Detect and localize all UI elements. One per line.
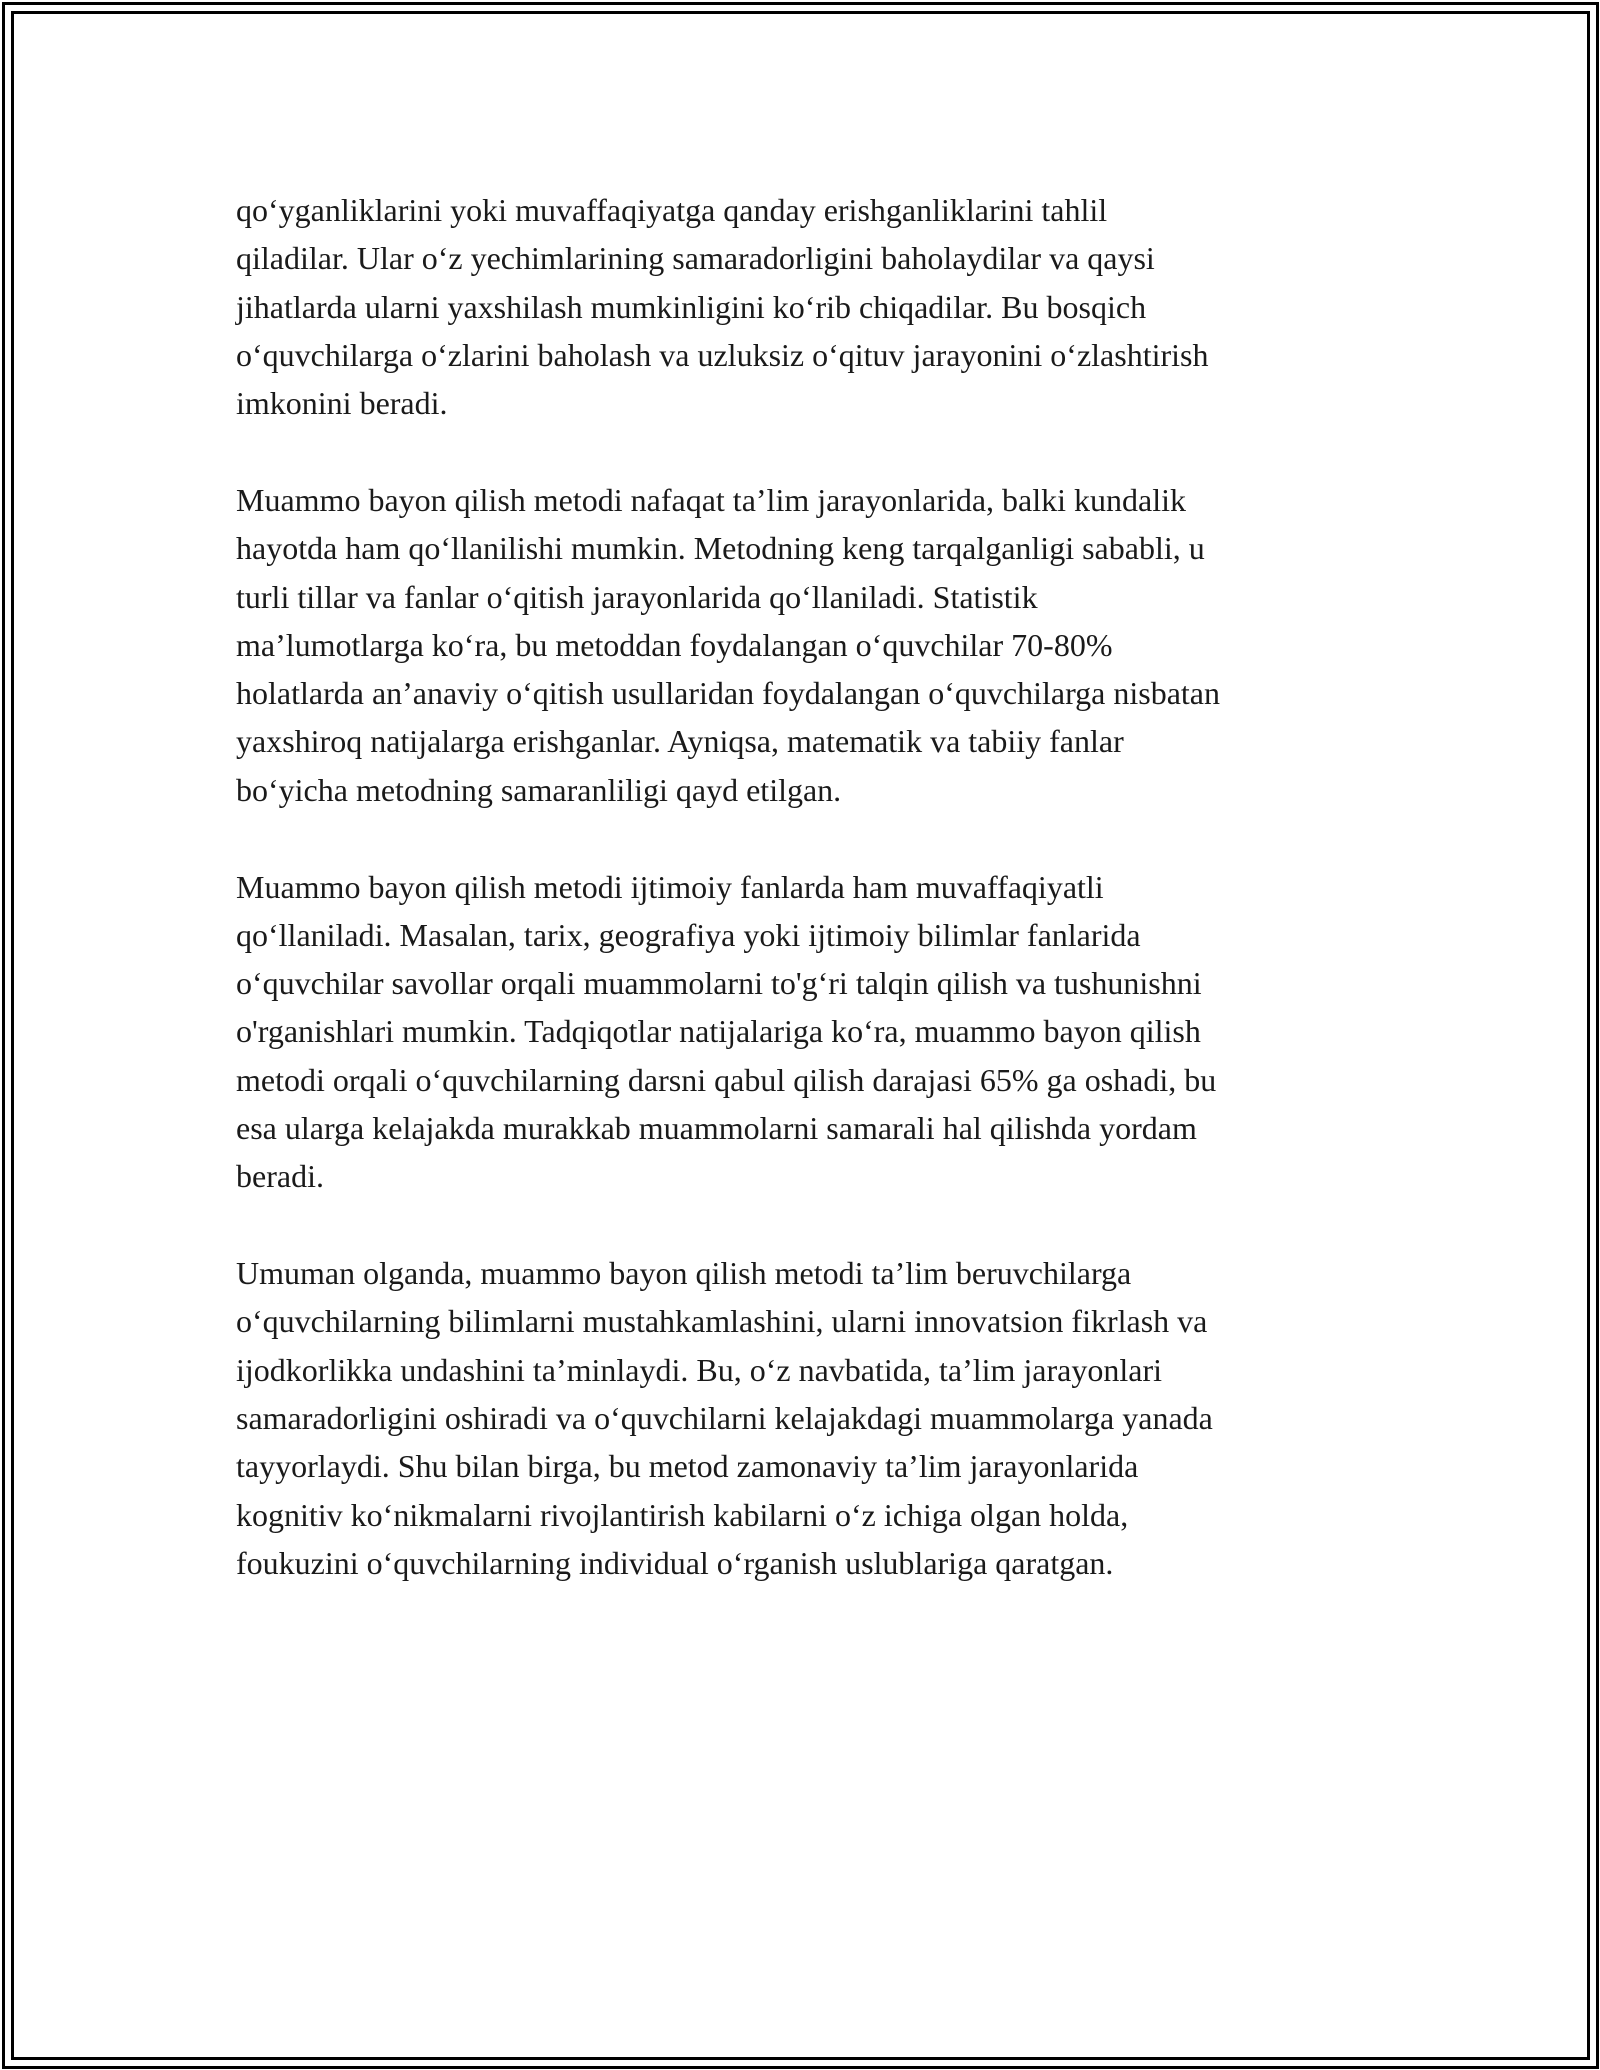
text-line: esa ularga kelajakda murakkab muammolarni samarali hal qilishda yordam <box>236 1110 1197 1147</box>
text-line: jihatlarda ularni yaxshilash mumkinligini ko‘rib chiqadilar. Bu bosqich <box>236 288 1147 325</box>
text-line: turli tillar va fanlar o‘qitish jarayonlarida qo‘llaniladi. Statistik <box>236 578 1038 615</box>
paragraph-3 <box>236 863 1386 1201</box>
paragraph-4 <box>236 1249 1386 1587</box>
text-line: beradi. <box>236 1158 324 1195</box>
paragraph-2 <box>236 476 1386 814</box>
text-line: bo‘yicha metodning samaranliligi qayd etilgan. <box>236 771 842 808</box>
text-line: o‘quvchilarning bilimlarni mustahkamlashini, ularni innovatsion fikrlash va <box>236 1303 1208 1340</box>
text-line: o‘quvchilar savollar orqali muammolarni to'g‘ri talqin qilish va tushunishni <box>236 965 1202 1002</box>
text-line: o‘quvchilarga o‘zlarini baholash va uzluksiz o‘qituv jarayonini o‘zlashtirish <box>236 336 1209 373</box>
text-line: Umuman olganda, muammo bayon qilish metodi ta’lim beruvchilarga <box>236 1255 1132 1292</box>
text-line: ijodkorlikka undashini ta’minlaydi. Bu, o‘z navbatida, ta’lim jarayonlari <box>236 1351 1162 1388</box>
text-line: kognitiv ko‘nikmalarni rivojlantirish kabilarni o‘z ichiga olgan holda, <box>236 1496 1129 1533</box>
text-line: imkonini beradi. <box>236 385 448 422</box>
text-line: Muammo bayon qilish metodi ijtimoiy fanlarda ham muvaffaqiyatli <box>236 868 1104 905</box>
text-line: o'rganishlari mumkin. Tadqiqotlar natijalariga ko‘ra, muammo bayon qilish <box>236 1013 1201 1050</box>
text-line: foukuzini o‘quvchilarning individual o‘rganish uslublariga qaratgan. <box>236 1544 1114 1581</box>
text-line: holatlarda an’anaviy o‘qitish usullaridan foydalangan o‘quvchilarga nisbatan <box>236 675 1220 712</box>
text-line: Muammo bayon qilish metodi nafaqat ta’lim jarayonlarida, balki kundalik <box>236 481 1186 518</box>
document-body <box>236 186 1386 1636</box>
text-line: ma’lumotlarga ko‘ra, bu metoddan foydalangan o‘quvchilar 70-80% <box>236 626 1113 663</box>
paragraph-1 <box>236 186 1386 427</box>
text-line: qiladilar. Ular o‘z yechimlarining samaradorligini baholaydilar va qaysi <box>236 240 1155 277</box>
text-line: metodi orqali o‘quvchilarning darsni qabul qilish darajasi 65% ga oshadi, bu <box>236 1061 1217 1098</box>
text-line: qo‘llaniladi. Masalan, tarix, geografiya yoki ijtimoiy bilimlar fanlarida <box>236 916 1141 953</box>
text-line: yaxshiroq natijalarga erishganlar. Ayniqsa, matematik va tabiiy fanlar <box>236 723 1124 760</box>
text-line: samaradorligini oshiradi va o‘quvchilarni kelajakdagi muammolarga yanada <box>236 1400 1213 1437</box>
text-line: tayyorlaydi. Shu bilan birga, bu metod zamonaviy ta’lim jarayonlarida <box>236 1448 1139 1485</box>
text-line: hayotda ham qo‘llanilishi mumkin. Metodning keng tarqalganligi sababli, u <box>236 530 1205 567</box>
text-line: qo‘yganliklarini yoki muvaffaqiyatga qanday erishganliklarini tahlil <box>236 192 1108 228</box>
